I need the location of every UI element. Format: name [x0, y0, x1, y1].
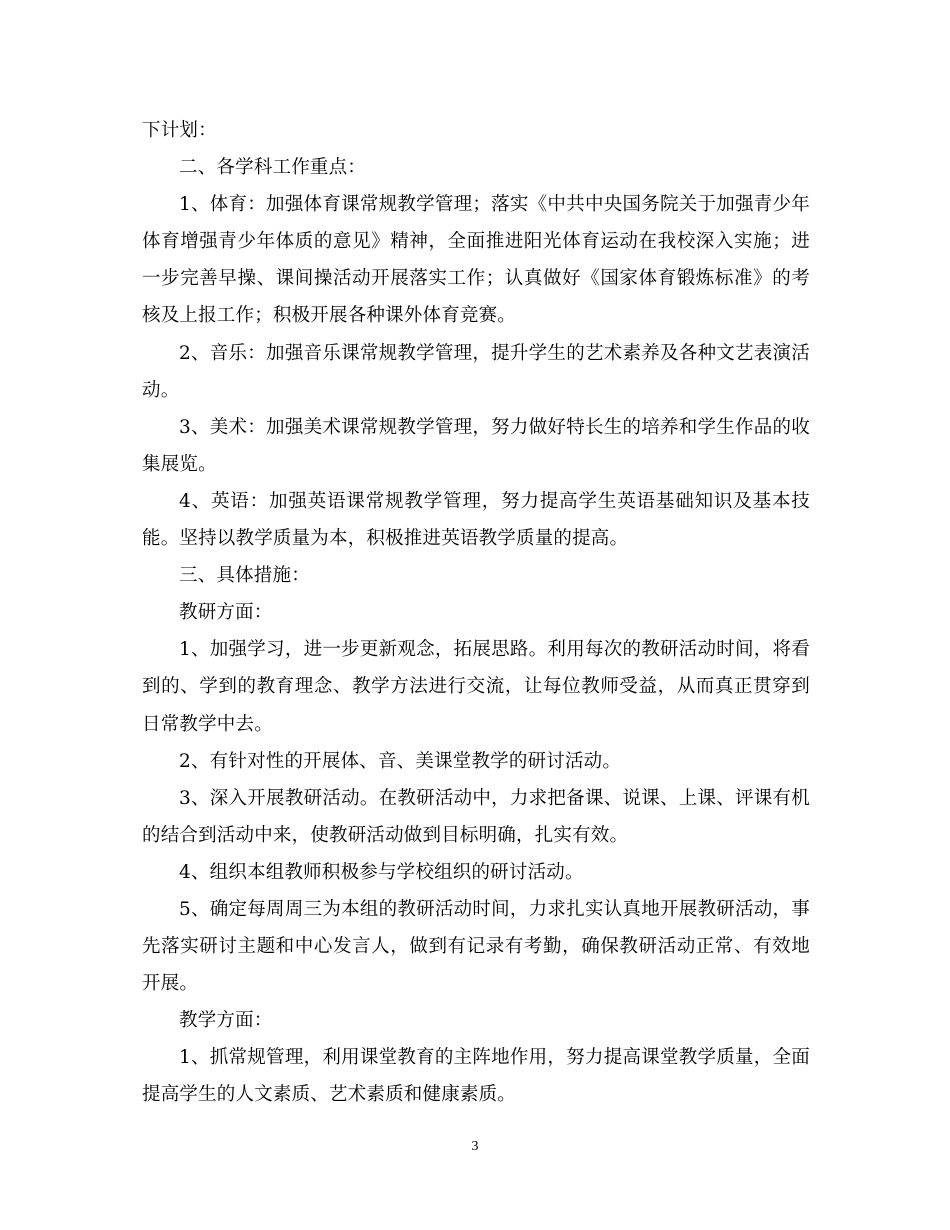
subsection-heading: 教研方面：	[179, 602, 273, 624]
paragraph: 4、英语：加强英语课常规教学管理，努力提高学生英语基础知识及基本技能。坚持以教学质量为本，积极推进英语教学质量的提高。	[142, 490, 810, 550]
paragraph: 3、美术：加强美术课常规教学管理，努力做好特长生的培养和学生作品的收集展览。	[142, 416, 810, 475]
paragraph: 3、深入开展教研活动。在教研活动中，力求把备课、说课、上课、评课有机的结合到活动中来，使教研活动做到目标明确，扎实有效。	[142, 787, 810, 846]
paragraph: 1、加强学习，进一步更新观念，拓展思路。利用每次的教研活动时间，将看到的、学到的教育理念、教学方法进行交流，让每位教师受益，从而真正贯穿到日常教学中去。	[142, 639, 810, 735]
paragraph: 1、体育：加强体育课常规教学管理；落实《中共中央国务院关于加强青少年体育增强青少年体质的意见》精神，全面推进阳光体育运动在我校深入实施；进一步完善早操、课间操活动开展落实工作；认真做好《国家体育锻炼标准》的考核及上报工作；积极开展各种课外体育竞赛。	[142, 194, 810, 327]
document-body	[142, 112, 810, 1114]
paragraph: 5、确定每周周三为本组的教研活动时间，力求扎实认真地开展教研活动，事先落实研讨主题和中心发言人，做到有记录有考勤，确保教研活动正常、有效地开展。	[142, 898, 810, 995]
paragraph: 2、音乐：加强音乐课常规教学管理，提升学生的艺术素养及各种文艺表演活动。	[142, 342, 810, 401]
paragraph: 1、抓常规管理，利用课堂教育的主阵地作用，努力提高课堂教学质量，全面提高学生的人文素质、艺术素质和健康素质。	[142, 1047, 810, 1106]
paragraph: 2、有针对性的开展体、音、美课堂教学的研讨活动。	[179, 750, 622, 772]
subsection-heading: 教学方面：	[179, 1010, 273, 1032]
paragraph: 4、组织本组教师积极参与学校组织的研讨活动。	[179, 861, 584, 883]
section-heading: 二、各学科工作重点：	[179, 157, 367, 179]
page-number: 3	[471, 1139, 479, 1154]
paragraph: 下计划：	[142, 120, 217, 141]
section-heading: 三、具体措施：	[179, 565, 310, 587]
